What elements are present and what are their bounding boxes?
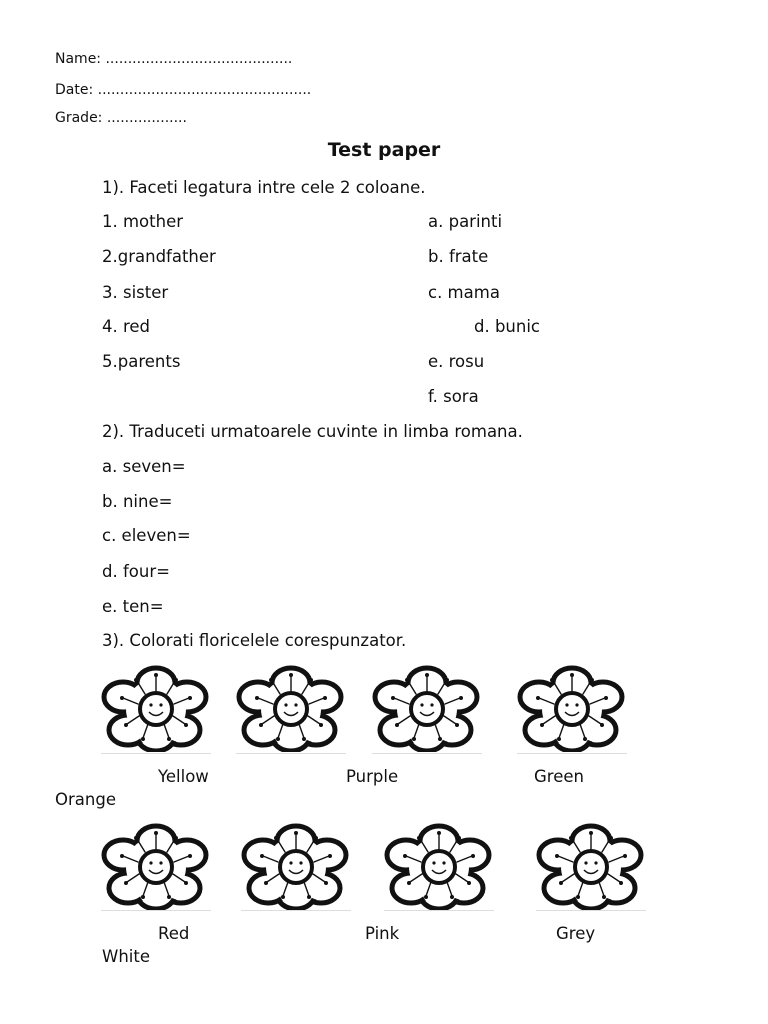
flower-icon [536, 822, 646, 910]
flower-icon [517, 664, 627, 752]
flower-icon [372, 664, 482, 752]
flower-icon [241, 822, 351, 910]
right-column-item: f. sora [428, 387, 479, 406]
page-title: Test paper [327, 139, 441, 161]
right-column-item: a. parinti [428, 212, 503, 231]
divider [241, 910, 351, 911]
divider [236, 753, 346, 754]
left-column-item: 2.grandfather [102, 247, 216, 266]
date-field: Date: ................................................ [55, 82, 312, 98]
translation-item: d. four= [102, 562, 170, 581]
translation-item: b. nine= [102, 492, 173, 511]
left-column-item: 4. red [102, 317, 151, 336]
grade-field: Grade: .................. [55, 110, 187, 126]
right-column-item: d. bunic [474, 317, 541, 336]
color-label: White [102, 947, 150, 966]
exercise-3-prompt: 3). Colorati floricelele corespunzator. [102, 631, 407, 650]
translation-item: e. ten= [102, 597, 164, 616]
left-column-item: 3. sister [102, 283, 169, 302]
divider [101, 753, 211, 754]
color-label: Purple [346, 767, 399, 786]
divider [517, 753, 627, 754]
divider [536, 910, 646, 911]
right-column-item: c. mama [428, 283, 500, 302]
translation-item: c. eleven= [102, 526, 191, 545]
name-field: Name: .......................................... [55, 51, 293, 67]
color-label: Grey [556, 924, 596, 943]
color-label: Orange [55, 790, 116, 809]
left-column-item: 1. mother [102, 212, 184, 231]
flower-icon [384, 822, 494, 910]
translation-item: a. seven= [102, 457, 186, 476]
color-label: Yellow [158, 767, 209, 786]
divider [384, 910, 494, 911]
flower-icon [101, 822, 211, 910]
color-label: Red [158, 924, 190, 943]
flower-icon [101, 664, 211, 752]
divider [101, 910, 211, 911]
left-column-item: 5.parents [102, 352, 181, 371]
exercise-2-prompt: 2). Traduceti urmatoarele cuvinte in limba romana. [102, 422, 523, 441]
right-column-item: b. frate [428, 247, 489, 266]
divider [372, 753, 482, 754]
color-label: Green [534, 767, 584, 786]
flower-icon [236, 664, 346, 752]
color-label: Pink [365, 924, 400, 943]
right-column-item: e. rosu [428, 352, 485, 371]
exercise-1-prompt: 1). Faceti legatura intre cele 2 coloane. [102, 178, 426, 197]
